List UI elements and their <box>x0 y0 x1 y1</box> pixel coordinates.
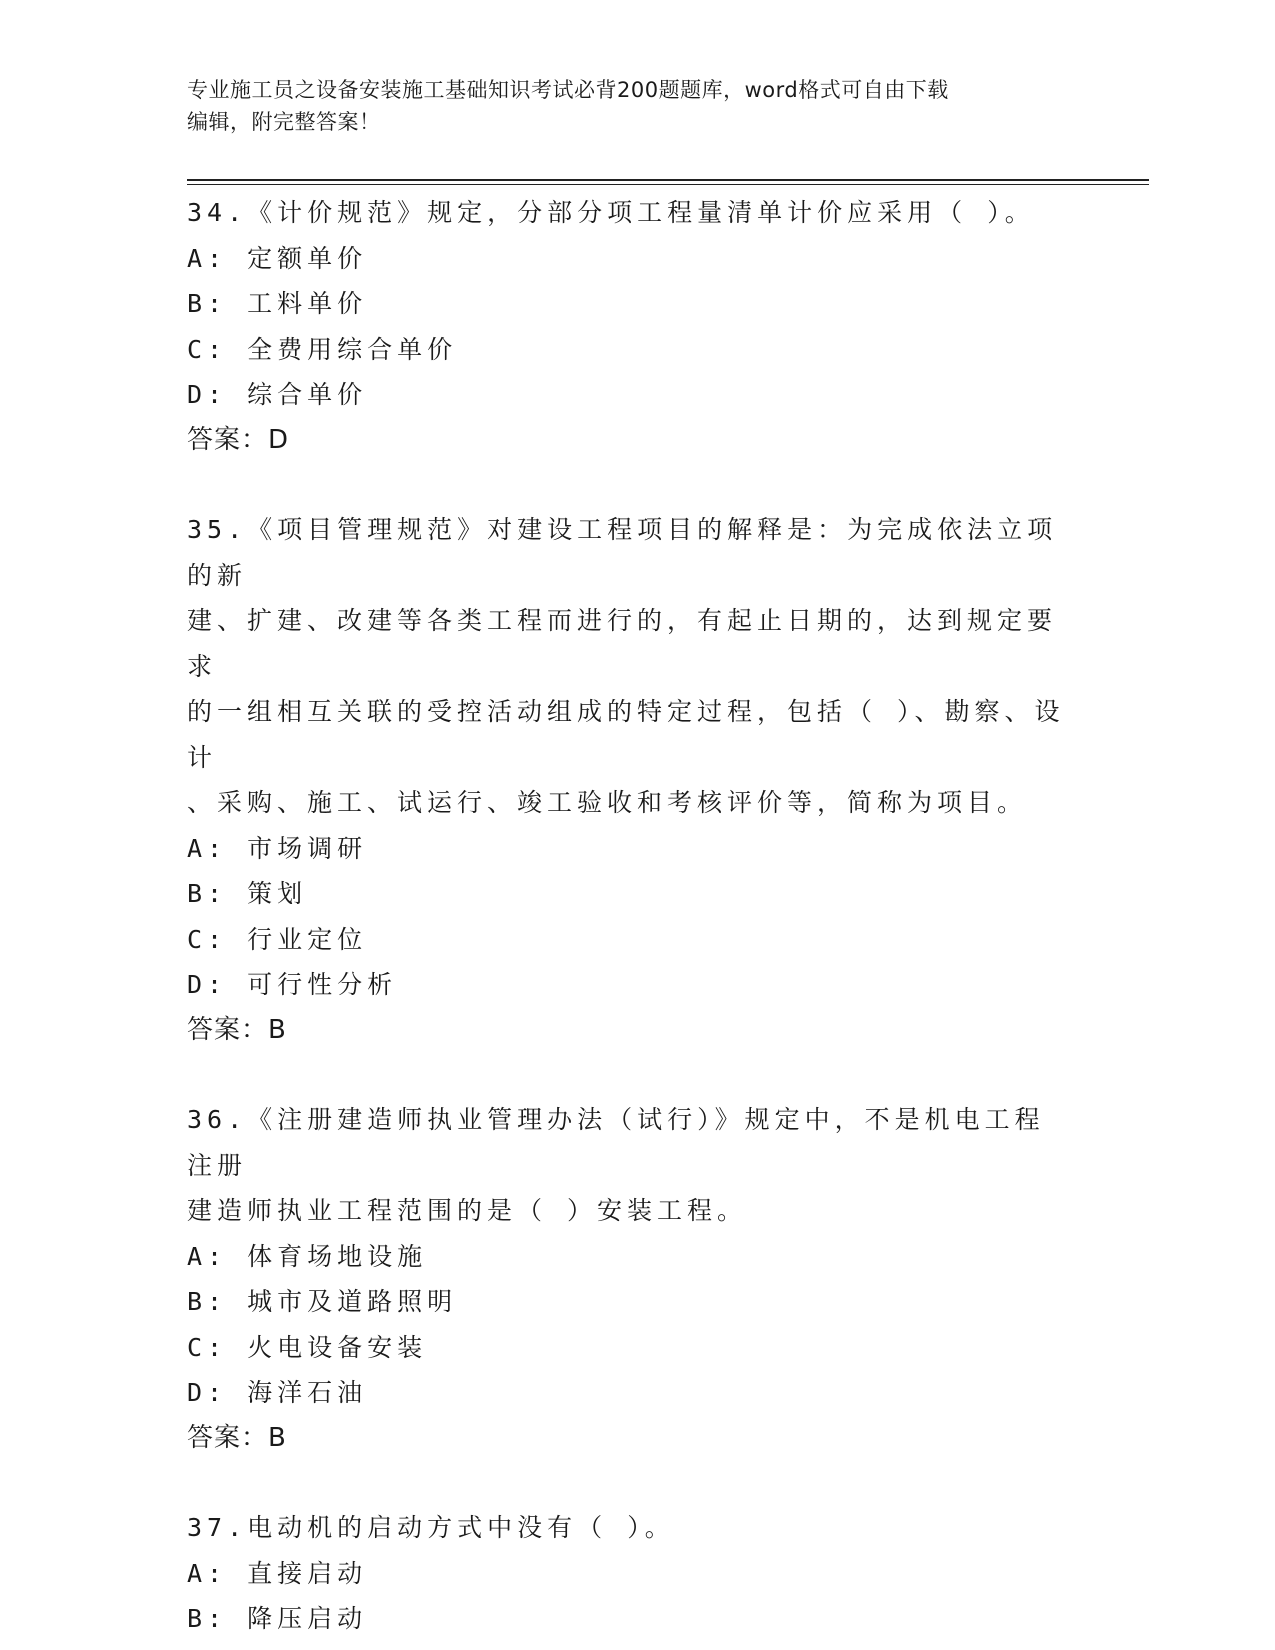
answer-key: 答案：B <box>187 1422 287 1453</box>
question-stem-line: 37.电动机的启动方式中没有（ ）。 <box>187 1513 675 1542</box>
question-stem-line: 36.《注册建造师执业管理办法（试行）》规定中，不是机电工程注册 <box>187 1105 1045 1180</box>
answer-option: C: 全费用综合单价 <box>187 334 458 364</box>
question-1 <box>187 190 1087 463</box>
question-spacer <box>187 1053 1087 1097</box>
answer-option: B: 工料单价 <box>187 289 368 318</box>
document-header <box>187 74 1067 138</box>
question-spacer <box>187 463 1087 507</box>
question-stem-line: 的一组相互关联的受控活动组成的特定过程，包括（ ）、勘察、设计 <box>187 697 1065 772</box>
header-rule-thin <box>187 184 1149 185</box>
question-stem-line: 建造师执业工程范围的是（ ）安装工程。 <box>187 1196 748 1225</box>
question-list <box>187 190 1087 1642</box>
question-stem-line: 建、扩建、改建等各类工程而进行的，有起止日期的，达到规定要求 <box>187 606 1058 681</box>
question-spacer <box>187 1461 1087 1505</box>
answer-option: A: 直接启动 <box>187 1558 368 1588</box>
answer-option: B: 策划 <box>187 879 308 908</box>
header-line-2: 编辑，附完整答案！ <box>187 110 381 134</box>
question-2 <box>187 507 1087 1053</box>
answer-option: A: 体育场地设施 <box>187 1241 428 1271</box>
answer-option: A: 市场调研 <box>187 833 368 863</box>
answer-option: C: 火电设备安装 <box>187 1332 428 1362</box>
question-3 <box>187 1097 1087 1461</box>
question-4 <box>187 1505 1087 1642</box>
answer-option: B: 降压启动 <box>187 1604 368 1633</box>
answer-key: 答案：B <box>187 1014 287 1045</box>
answer-option: B: 城市及道路照明 <box>187 1287 458 1316</box>
question-stem-line: 、采购、施工、试运行、竣工验收和考核评价等，简称为项目。 <box>187 788 1028 817</box>
answer-option: A: 定额单价 <box>187 243 368 273</box>
answer-option: D: 综合单价 <box>187 380 368 409</box>
question-stem-line: 34.《计价规范》规定，分部分项工程量清单计价应采用（ ）。 <box>187 198 1035 227</box>
header-rule-thick <box>187 179 1149 181</box>
header-line-1: 专业施工员之设备安装施工基础知识考试必背200题题库，word格式可自由下载 <box>187 78 949 102</box>
question-stem-line: 35.《项目管理规范》对建设工程项目的解释是：为完成依法立项的新 <box>187 515 1058 590</box>
answer-option: C: 行业定位 <box>187 924 368 954</box>
answer-option: D: 可行性分析 <box>187 970 398 999</box>
answer-option: D: 海洋石油 <box>187 1378 368 1407</box>
answer-key: 答案：D <box>187 424 290 455</box>
